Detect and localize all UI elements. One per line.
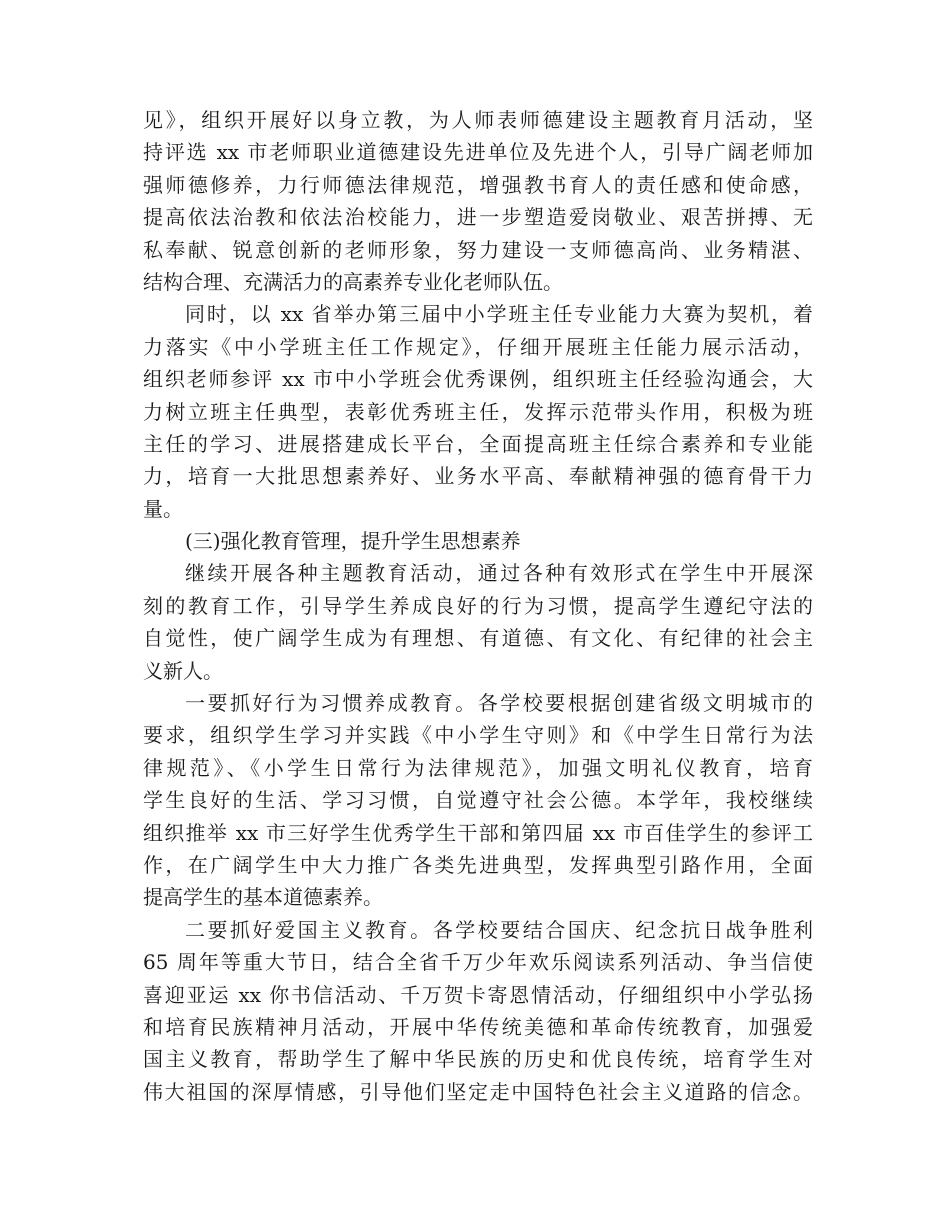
text-line: 主任的学习、进展搭建成长平台，全面提高班主任综合素养和专业能	[143, 431, 813, 456]
paragraph	[143, 914, 813, 1108]
text-line: 力落实《中小学班主任工作规定》，仔细开展班主任能力展示活动，	[143, 334, 813, 359]
paragraph	[143, 104, 813, 298]
text-line: 提高依法治教和依法治校能力，进一步塑造爱岗敬业、艰苦拼搏、无	[143, 205, 813, 230]
text-line: 国主义教育，帮助学生了解中华民族的历史和优良传统，培育学生对	[143, 1047, 813, 1072]
text-line: 结构合理、充满活力的高素养专业化老师队伍。	[143, 269, 563, 294]
text-line: (三)强化教育管理，提升学生思想素养	[185, 529, 521, 554]
text-line: 一要抓好行为习惯养成教育。各学校要根据创建省级文明城市的	[185, 691, 813, 716]
text-line: 二要抓好爱国主义教育。各学校要结合国庆、纪念抗日战争胜利	[185, 917, 813, 942]
text-line: 组织推举 xx 市三好学生优秀学生干部和第四届 xx 市百佳学生的参评工	[143, 820, 813, 845]
text-line: 力树立班主任典型，表彰优秀班主任，发挥示范带头作用，积极为班	[143, 399, 813, 424]
text-line: 提高学生的基本道德素养。	[143, 885, 383, 910]
text-line: 同时，以 xx 省举办第三届中小学班主任专业能力大赛为契机，着	[185, 302, 813, 327]
text-line: 学生良好的生活、学习习惯，自觉遵守社会公德。本学年，我校继续	[143, 788, 813, 813]
text-line: 和培育民族精神月活动，开展中华传统美德和革命传统教育，加强爱	[143, 1014, 813, 1039]
text-line: 组织老师参评 xx 市中小学班会优秀课例，组织班主任经验沟通会，大	[143, 367, 813, 392]
text-line: 力，培育一大批思想素养好、业务水平高、奉献精神强的德育骨干力	[143, 464, 813, 489]
text-line: 见》，组织开展好以身立教，为人师表师德建设主题教育月活动，坚	[143, 108, 813, 132]
section-heading	[143, 525, 813, 557]
text-line: 作，在广阔学生中大力推广各类先进典型，发挥典型引路作用，全面	[143, 852, 813, 877]
text-line: 伟大祖国的深厚情感，引导他们坚定走中国特色社会主义道路的信念。	[143, 1079, 813, 1104]
paragraph	[143, 557, 813, 687]
text-line: 要求，组织学生学习并实践《中小学生守则》和《中学生日常行为法	[143, 723, 813, 748]
text-line: 量。	[143, 496, 183, 521]
text-line: 继续开展各种主题教育活动，通过各种有效形式在学生中开展深	[185, 561, 813, 586]
document-body	[143, 104, 813, 1108]
text-line: 自觉性，使广阔学生成为有理想、有道德、有文化、有纪律的社会主	[143, 626, 813, 651]
paragraph	[143, 687, 813, 914]
text-line: 刻的教育工作，引导学生养成良好的行为习惯，提高学生遵纪守法的	[143, 593, 813, 618]
text-line: 持评选 xx 市老师职业道德建设先进单位及先进个人，引导广阔老师加	[143, 140, 813, 165]
text-line: 强师德修养，力行师德法律规范，增强教书育人的责任感和使命感，	[143, 172, 813, 197]
text-line: 喜迎亚运 xx 你书信活动、千万贺卡寄恩情活动，仔细组织中小学弘扬	[143, 982, 813, 1007]
text-line: 律规范》、《小学生日常行为法律规范》，加强文明礼仪教育，培育	[143, 755, 813, 780]
paragraph	[143, 298, 813, 525]
text-line: 义新人。	[143, 658, 223, 683]
text-line: 私奉献、锐意创新的老师形象，努力建设一支师德高尚、业务精湛、	[143, 237, 813, 262]
text-line: 65 周年等重大节日，结合全省千万少年欢乐阅读系列活动、争当信使	[143, 950, 813, 975]
